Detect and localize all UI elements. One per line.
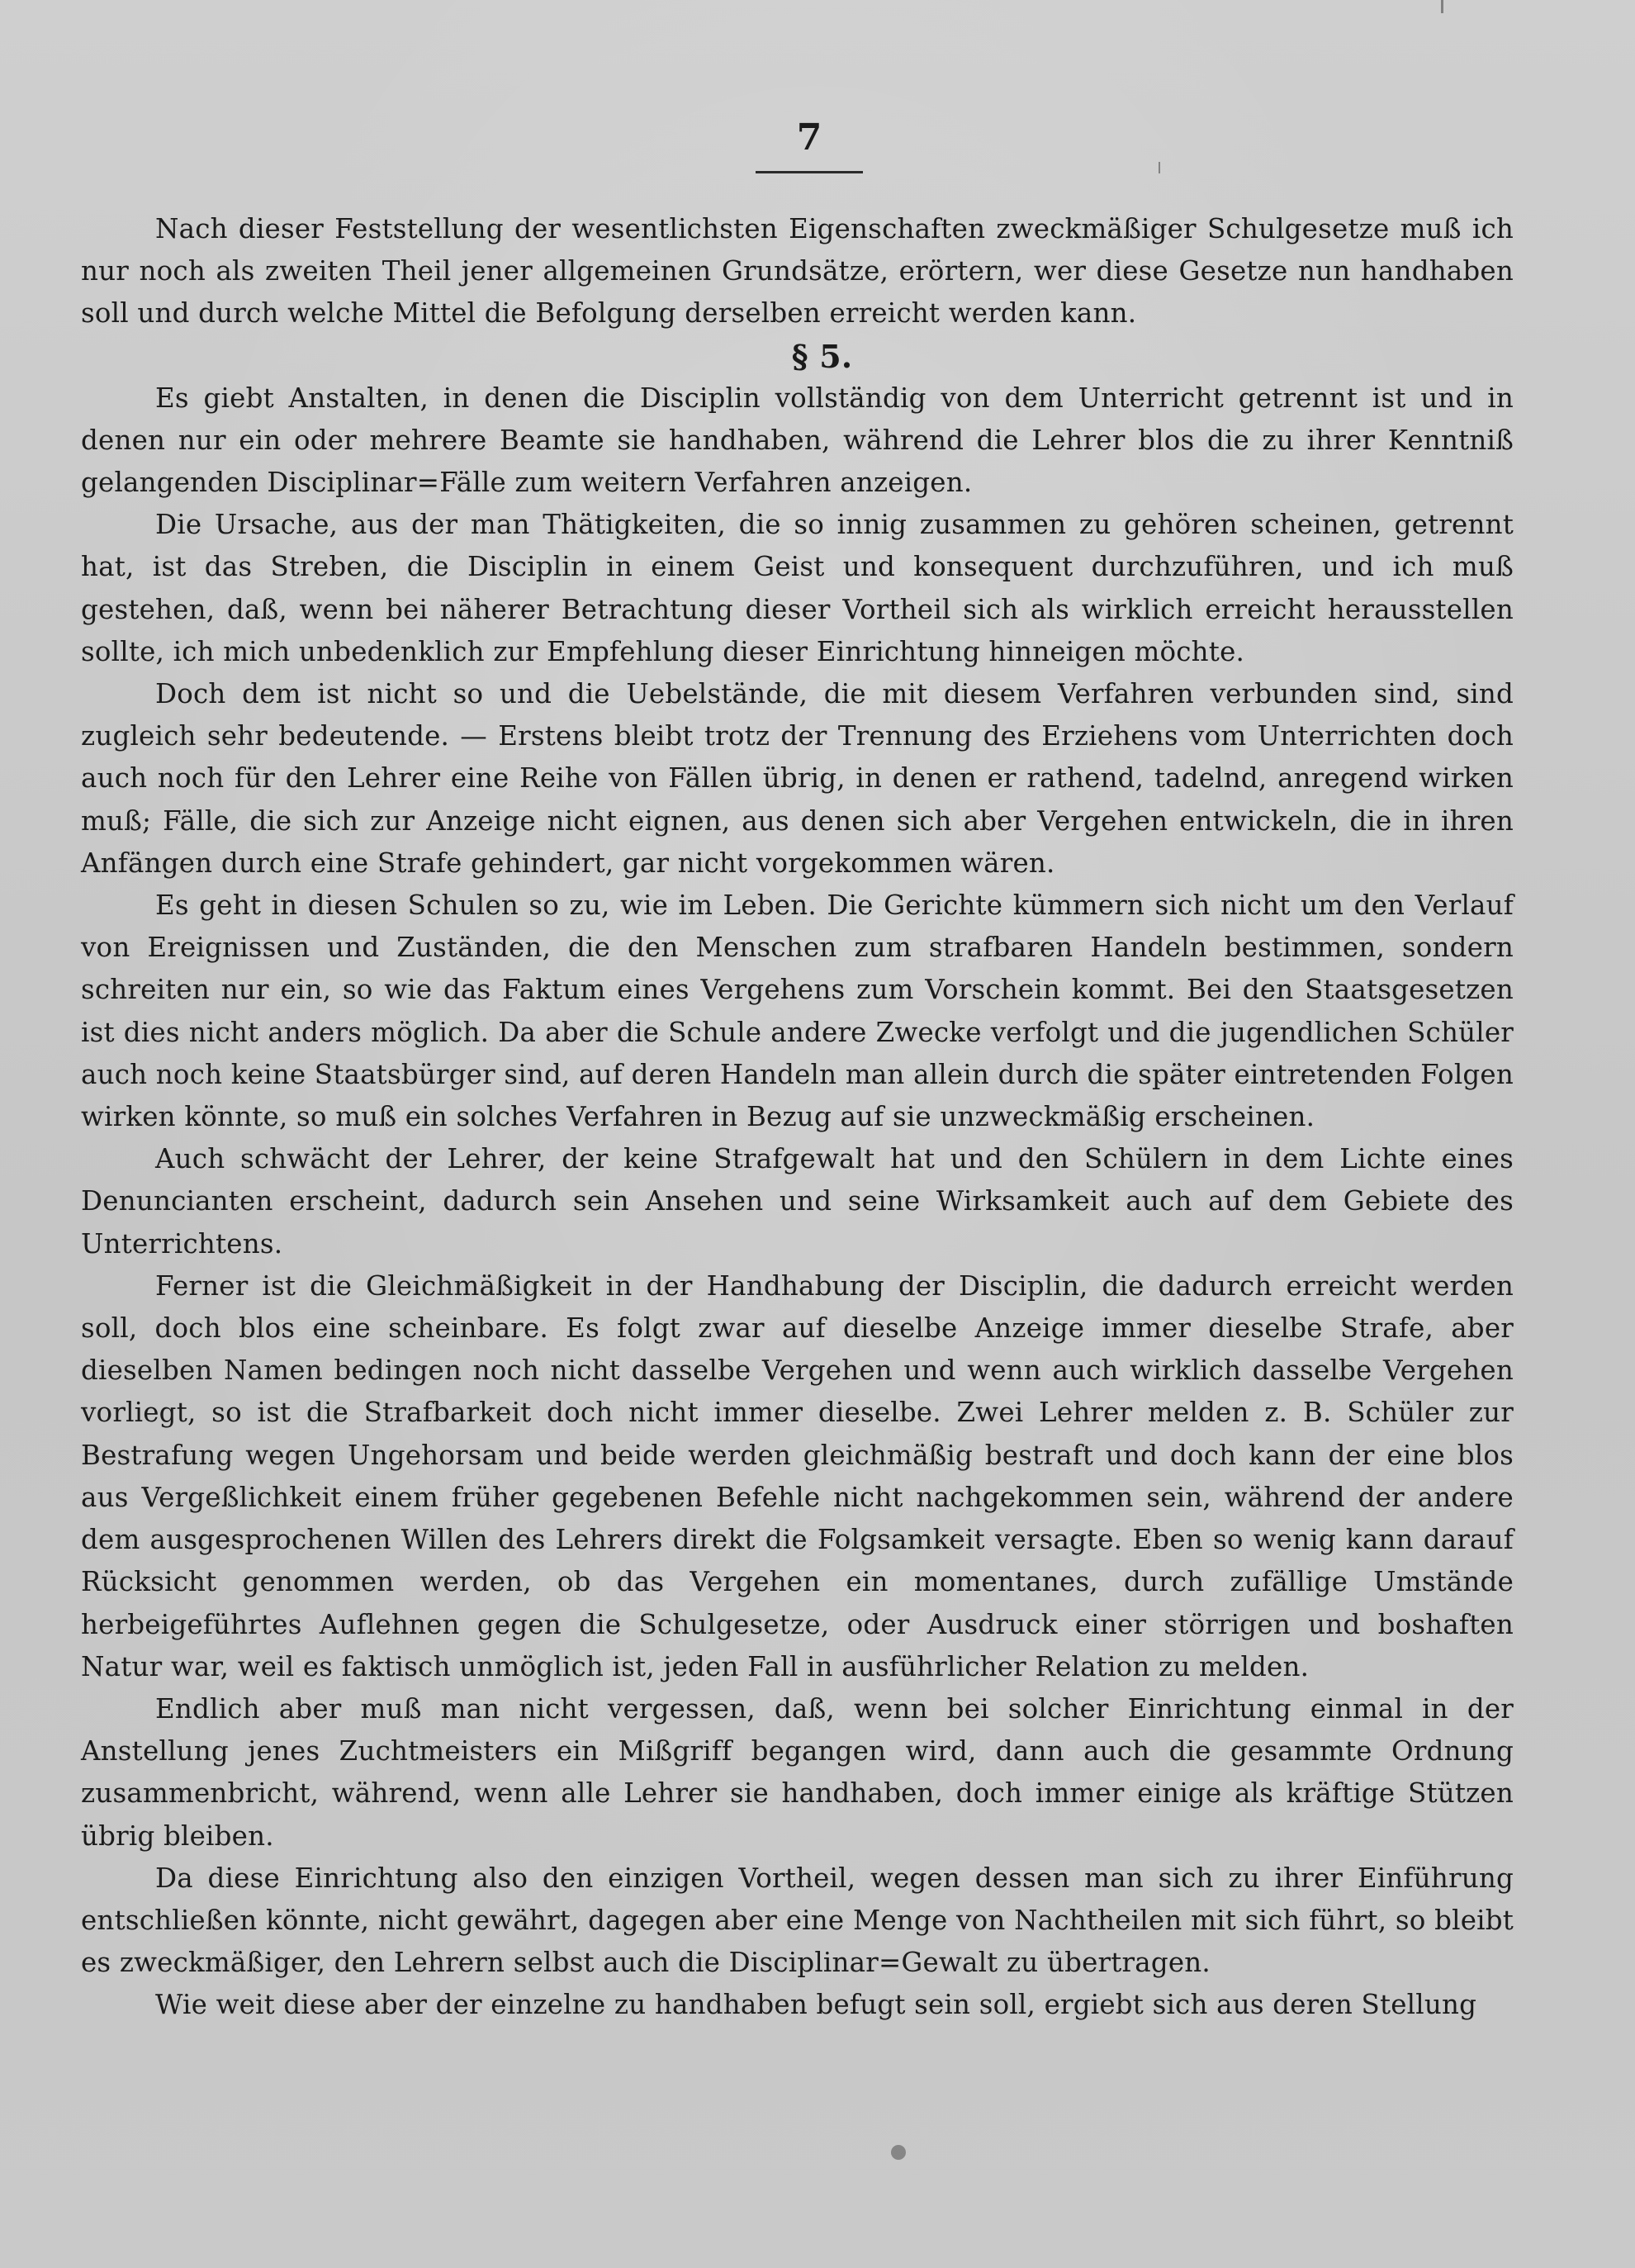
page-number-rule <box>756 171 863 173</box>
paragraph-4: Es geht in diesen Schulen so zu, wie im Leben. Die Gerichte kümmern sich nicht um den Verlauf von Ereignissen und Zuständen, die den Menschen zum strafbaren Handeln bestimmen, sondern schreiten nur ein, so wie das Faktum eines Vergehens zum Vorschein kommt. Bei den Staatsgesetzen ist dies nicht anders möglich. Da aber die Schule andere Zwecke verfolgt und die jugendlichen Schüler auch noch keine Staatsbürger sind, auf deren Handeln man allein durch die später eintretenden Folgen wirken könnte, so muß ein solches Verfahren in Bezug auf sie unzweckmäßig erscheinen. <box>81 890 1514 1133</box>
body-text <box>81 208 1514 2027</box>
paragraph-3: Doch dem ist nicht so und die Uebelstände, die mit diesem Verfahren verbunden sind, sind zugleich sehr bedeutende. — Erstens bleibt trotz der Trennung des Erziehens vom Unterrichten doch auch noch für den Lehrer eine Reihe von Fällen übrig, in denen er rathend, tadelnd, anregend wirken muß; Fälle, die sich zur Anzeige nicht eignen, aus denen sich aber Vergehen entwickeln, die in ihren Anfängen durch eine Strafe gehindert, gar nicht vorgekommen wären. <box>81 678 1514 879</box>
paragraph-7: Endlich aber muß man nicht vergessen, daß, wenn bei solcher Einrichtung einmal in der Anstellung jenes Zuchtmeisters ein Mißgriff begangen wird, dann auch die gesammte Ordnung zusammenbricht, während, wenn alle Lehrer sie handhaben, doch immer einige als kräftige Stützen übrig bleiben. <box>81 1692 1514 1852</box>
section-heading: § 5. <box>791 337 853 375</box>
ink-spot <box>891 2145 906 2160</box>
paragraph-2: Die Ursache, aus der man Thätigkeiten, die so innig zusammen zu gehören scheinen, getrennt hat, ist das Streben, die Disciplin in einem Geist und konsequent durchzuführen, und ich muß gestehen, daß, wenn bei näherer Betrachtung dieser Vortheil sich als wirklich erreicht herausstellen sollte, ich mich unbedenklich zur Empfehlung dieser Einrichtung hinneigen möchte. <box>81 509 1514 667</box>
paragraph-8: Da diese Einrichtung also den einzigen Vortheil, wegen dessen man sich zu ihrer Einführung entschließen könnte, nicht gewährt, dagegen aber eine Menge von Nachtheilen mit sich führt, so bleibt es zweckmäßiger, den Lehrern selbst auch die Disciplinar=Gewalt zu übertragen. <box>81 1862 1514 1979</box>
scan-mark-top <box>1441 0 1443 13</box>
paragraph-5: Auch schwächt der Lehrer, der keine Strafgewalt hat und den Schülern in dem Lichte eines Denuncianten erscheint, dadurch sein Ansehen und seine Wirksamkeit auch auf dem Gebiete des Unterrichtens. <box>81 1143 1514 1260</box>
paragraph-6: Ferner ist die Gleichmäßigkeit in der Handhabung der Disciplin, die dadurch erreicht werden soll, doch blos eine scheinbare. Es folgt zwar auf dieselbe Anzeige immer dieselbe Strafe, aber dieselben Namen bedingen noch nicht dasselbe Vergehen und wenn auch wirklich dasselbe Vergehen vorliegt, so ist die Strafbarkeit doch nicht immer dieselbe. Zwei Lehrer melden z. B. Schüler zur Bestrafung wegen Ungehorsam und beide werden gleichmäßig bestraft und doch kann der eine blos aus Vergeßlichkeit einem früher gegebenen Befehle nicht nachgekommen sein, während der andere dem ausgesprochenen Willen des Lehrers direkt die Folgsamkeit versagte. Eben so wenig kann darauf Rücksicht genommen werden, ob das Vergehen ein momentanes, durch zufällige Umstände herbeigeführtes Auflehnen gegen die Schulgesetze, oder Ausdruck einer störrigen und boshaften Natur war, weil es faktisch unmöglich ist, jeden Fall in ausführlicher Relation zu melden. <box>81 1269 1514 1682</box>
paragraph-9: Wie weit diese aber der einzelne zu handhaben befugt sein soll, ergiebt sich aus deren Stellung <box>155 1989 1477 2021</box>
page-number: 7 <box>796 116 822 159</box>
intro-paragraph: Nach dieser Feststellung der wesentlichsten Eigenschaften zweckmäßiger Schulgesetze muß ich nur noch als zweiten Theil jener allgemeinen Grundsätze, erörtern, wer diese Gesetze nun handhaben soll und durch welche Mittel die Befolgung derselben erreicht werden kann. <box>81 213 1514 330</box>
scan-mark-right <box>1159 162 1160 173</box>
paragraph-1: Es giebt Anstalten, in denen die Disciplin vollständig von dem Unterricht getrennt ist und in denen nur ein oder mehrere Beamte sie handhaben, während die Lehrer blos die zu ihrer Kenntniß gelangenden Disciplinar=Fälle zum weitern Verfahren anzeigen. <box>81 382 1514 499</box>
